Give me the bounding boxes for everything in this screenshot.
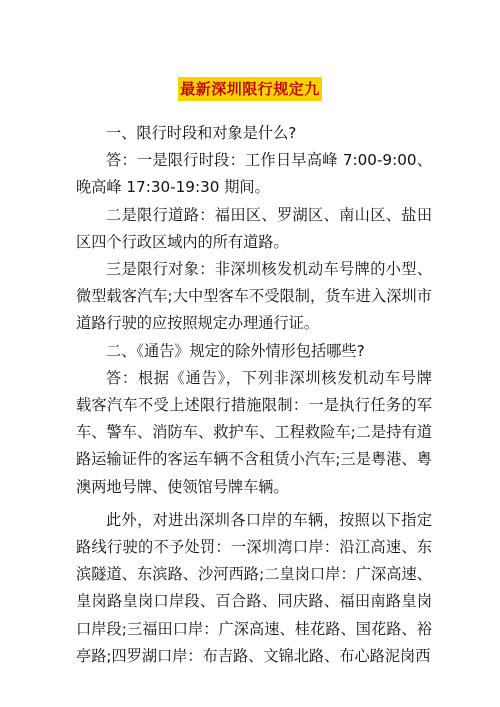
answer-1-roads: 二是限行道路：福田区、罗湖区、南山区、盐田区四个行政区域内的所有道路。 bbox=[76, 205, 432, 251]
question-2: 二、《通告》规定的除外情形包括哪些? bbox=[106, 341, 365, 360]
document-body bbox=[76, 120, 432, 670]
answer-2: 答：根据《通告》，下列非深圳核发机动车号牌载客汽车不受上述限行措施限制：一是执行任务的军车、警车、消防车、救护车、工程救险车;二是持有道路运输证件的客运车辆不含租赁小汽车;三是粤港、粤澳两地号牌、使领馆号牌车辆。 bbox=[76, 368, 432, 496]
title-container bbox=[0, 77, 500, 101]
answer-1-time: 答：一是限行时段：工作日早高峰 7:00-9:00、晚高峰 17:30-19:30 期间。 bbox=[76, 151, 432, 197]
document-title: 最新深圳限行规定九 bbox=[178, 77, 322, 101]
question-1: 一、限行时段和对象是什么? bbox=[106, 124, 297, 142]
answer-1-targets: 三是限行对象：非深圳核发机动车号牌的小型、微型载客汽车;大中型客车不受限制，货车进入深圳市道路行驶的应按照规定办理通行证。 bbox=[76, 260, 432, 333]
ports-paragraph: 此外，对进出深圳各口岸的车辆，按照以下指定路线行驶的不予处罚：一深圳湾口岸：沿江高速、东滨隧道、东滨路、沙河西路;二皇岗口岸：广深高速、皇岗路皇岗口岸段、百合路、同庆路、福田南路皇岗口岸段;三福田口岸：广深高速、桂花路、国花路、裕亭路;四罗湖口岸：布吉路、文锦北路、布心路泥岗西 bbox=[76, 510, 432, 665]
